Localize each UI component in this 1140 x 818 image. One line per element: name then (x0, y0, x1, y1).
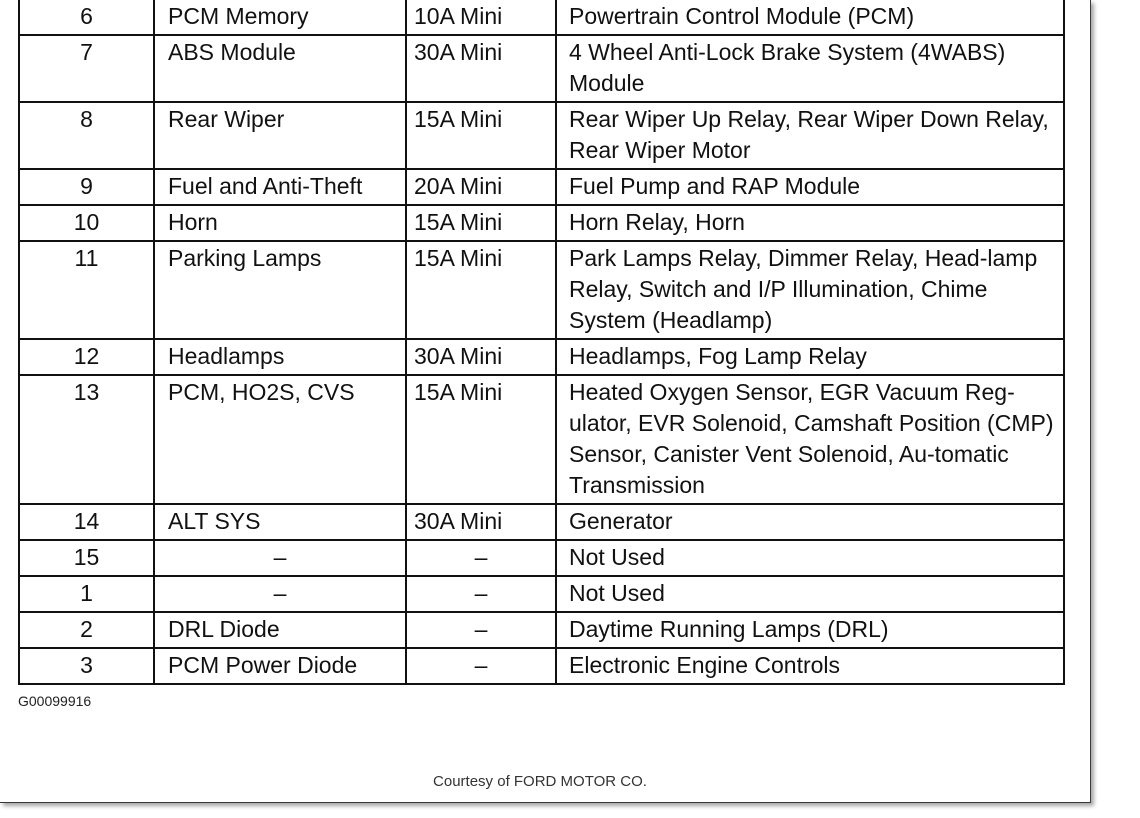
circuit-description: Electronic Engine Controls (556, 648, 1064, 684)
courtesy-caption: Courtesy of FORD MOTOR CO. (433, 773, 647, 790)
fuse-number: 10 (19, 205, 154, 241)
fuse-rating: 30A Mini (406, 339, 556, 375)
circuit-description: Generator (556, 504, 1064, 540)
table-row (19, 375, 1064, 504)
table-row (19, 35, 1064, 102)
circuit-name: – (154, 540, 406, 576)
fuse-rating: 30A Mini (406, 35, 556, 102)
circuit-name: Parking Lamps (154, 241, 406, 339)
circuit-name: ALT SYS (154, 504, 406, 540)
circuit-name: DRL Diode (154, 612, 406, 648)
circuit-name: ABS Module (154, 35, 406, 102)
table-row (19, 169, 1064, 205)
table-row (19, 0, 1064, 35)
circuit-name: PCM Power Diode (154, 648, 406, 684)
fuse-rating: – (406, 576, 556, 612)
circuit-description: Powertrain Control Module (PCM) (556, 0, 1064, 35)
table-row (19, 102, 1064, 169)
fuse-number: 9 (19, 169, 154, 205)
circuit-description: Daytime Running Lamps (DRL) (556, 612, 1064, 648)
table-row (19, 540, 1064, 576)
fuse-rating: 15A Mini (406, 102, 556, 169)
circuit-name: Headlamps (154, 339, 406, 375)
fuse-rating: – (406, 540, 556, 576)
fuse-number: 7 (19, 35, 154, 102)
circuit-name: – (154, 576, 406, 612)
fuse-rating: 30A Mini (406, 504, 556, 540)
fuse-number: 8 (19, 102, 154, 169)
table-row (19, 612, 1064, 648)
fuse-rating: 10A Mini (406, 0, 556, 35)
fuse-number: 14 (19, 504, 154, 540)
circuit-description: Not Used (556, 576, 1064, 612)
circuit-description: Horn Relay, Horn (556, 205, 1064, 241)
table-row (19, 205, 1064, 241)
fuse-rating: 15A Mini (406, 375, 556, 504)
table-row (19, 339, 1064, 375)
fuse-rating: 15A Mini (406, 205, 556, 241)
fuse-number: 11 (19, 241, 154, 339)
circuit-name: Rear Wiper (154, 102, 406, 169)
table-row (19, 576, 1064, 612)
fuse-number: 1 (19, 576, 154, 612)
fuse-number: 3 (19, 648, 154, 684)
table-row (19, 504, 1064, 540)
circuit-description: Not Used (556, 540, 1064, 576)
fuse-rating: – (406, 648, 556, 684)
circuit-description: 4 Wheel Anti-Lock Brake System (4WABS) Module (556, 35, 1064, 102)
fuse-number: 15 (19, 540, 154, 576)
circuit-description: Park Lamps Relay, Dimmer Relay, Head-lamp Relay, Switch and I/P Illumination, Chime System (Headlamp) (556, 241, 1064, 339)
fuse-rating: 15A Mini (406, 241, 556, 339)
fuse-table (18, 0, 1065, 685)
table-row (19, 241, 1064, 339)
fuse-number: 2 (19, 612, 154, 648)
fuse-number: 6 (19, 0, 154, 35)
circuit-name: PCM, HO2S, CVS (154, 375, 406, 504)
circuit-name: Horn (154, 205, 406, 241)
fuse-rating: 20A Mini (406, 169, 556, 205)
circuit-name: Fuel and Anti-Theft (154, 169, 406, 205)
circuit-description: Heated Oxygen Sensor, EGR Vacuum Reg-ulator, EVR Solenoid, Camshaft Position (CMP) Sensor, Canister Vent Solenoid, Au-tomatic Transmission (556, 375, 1064, 504)
circuit-description: Headlamps, Fog Lamp Relay (556, 339, 1064, 375)
fuse-rating: – (406, 612, 556, 648)
table-row (19, 648, 1064, 684)
fuse-number: 12 (19, 339, 154, 375)
fuse-number: 13 (19, 375, 154, 504)
circuit-description: Rear Wiper Up Relay, Rear Wiper Down Relay, Rear Wiper Motor (556, 102, 1064, 169)
figure-id: G00099916 (18, 693, 92, 709)
circuit-name: PCM Memory (154, 0, 406, 35)
circuit-description: Fuel Pump and RAP Module (556, 169, 1064, 205)
